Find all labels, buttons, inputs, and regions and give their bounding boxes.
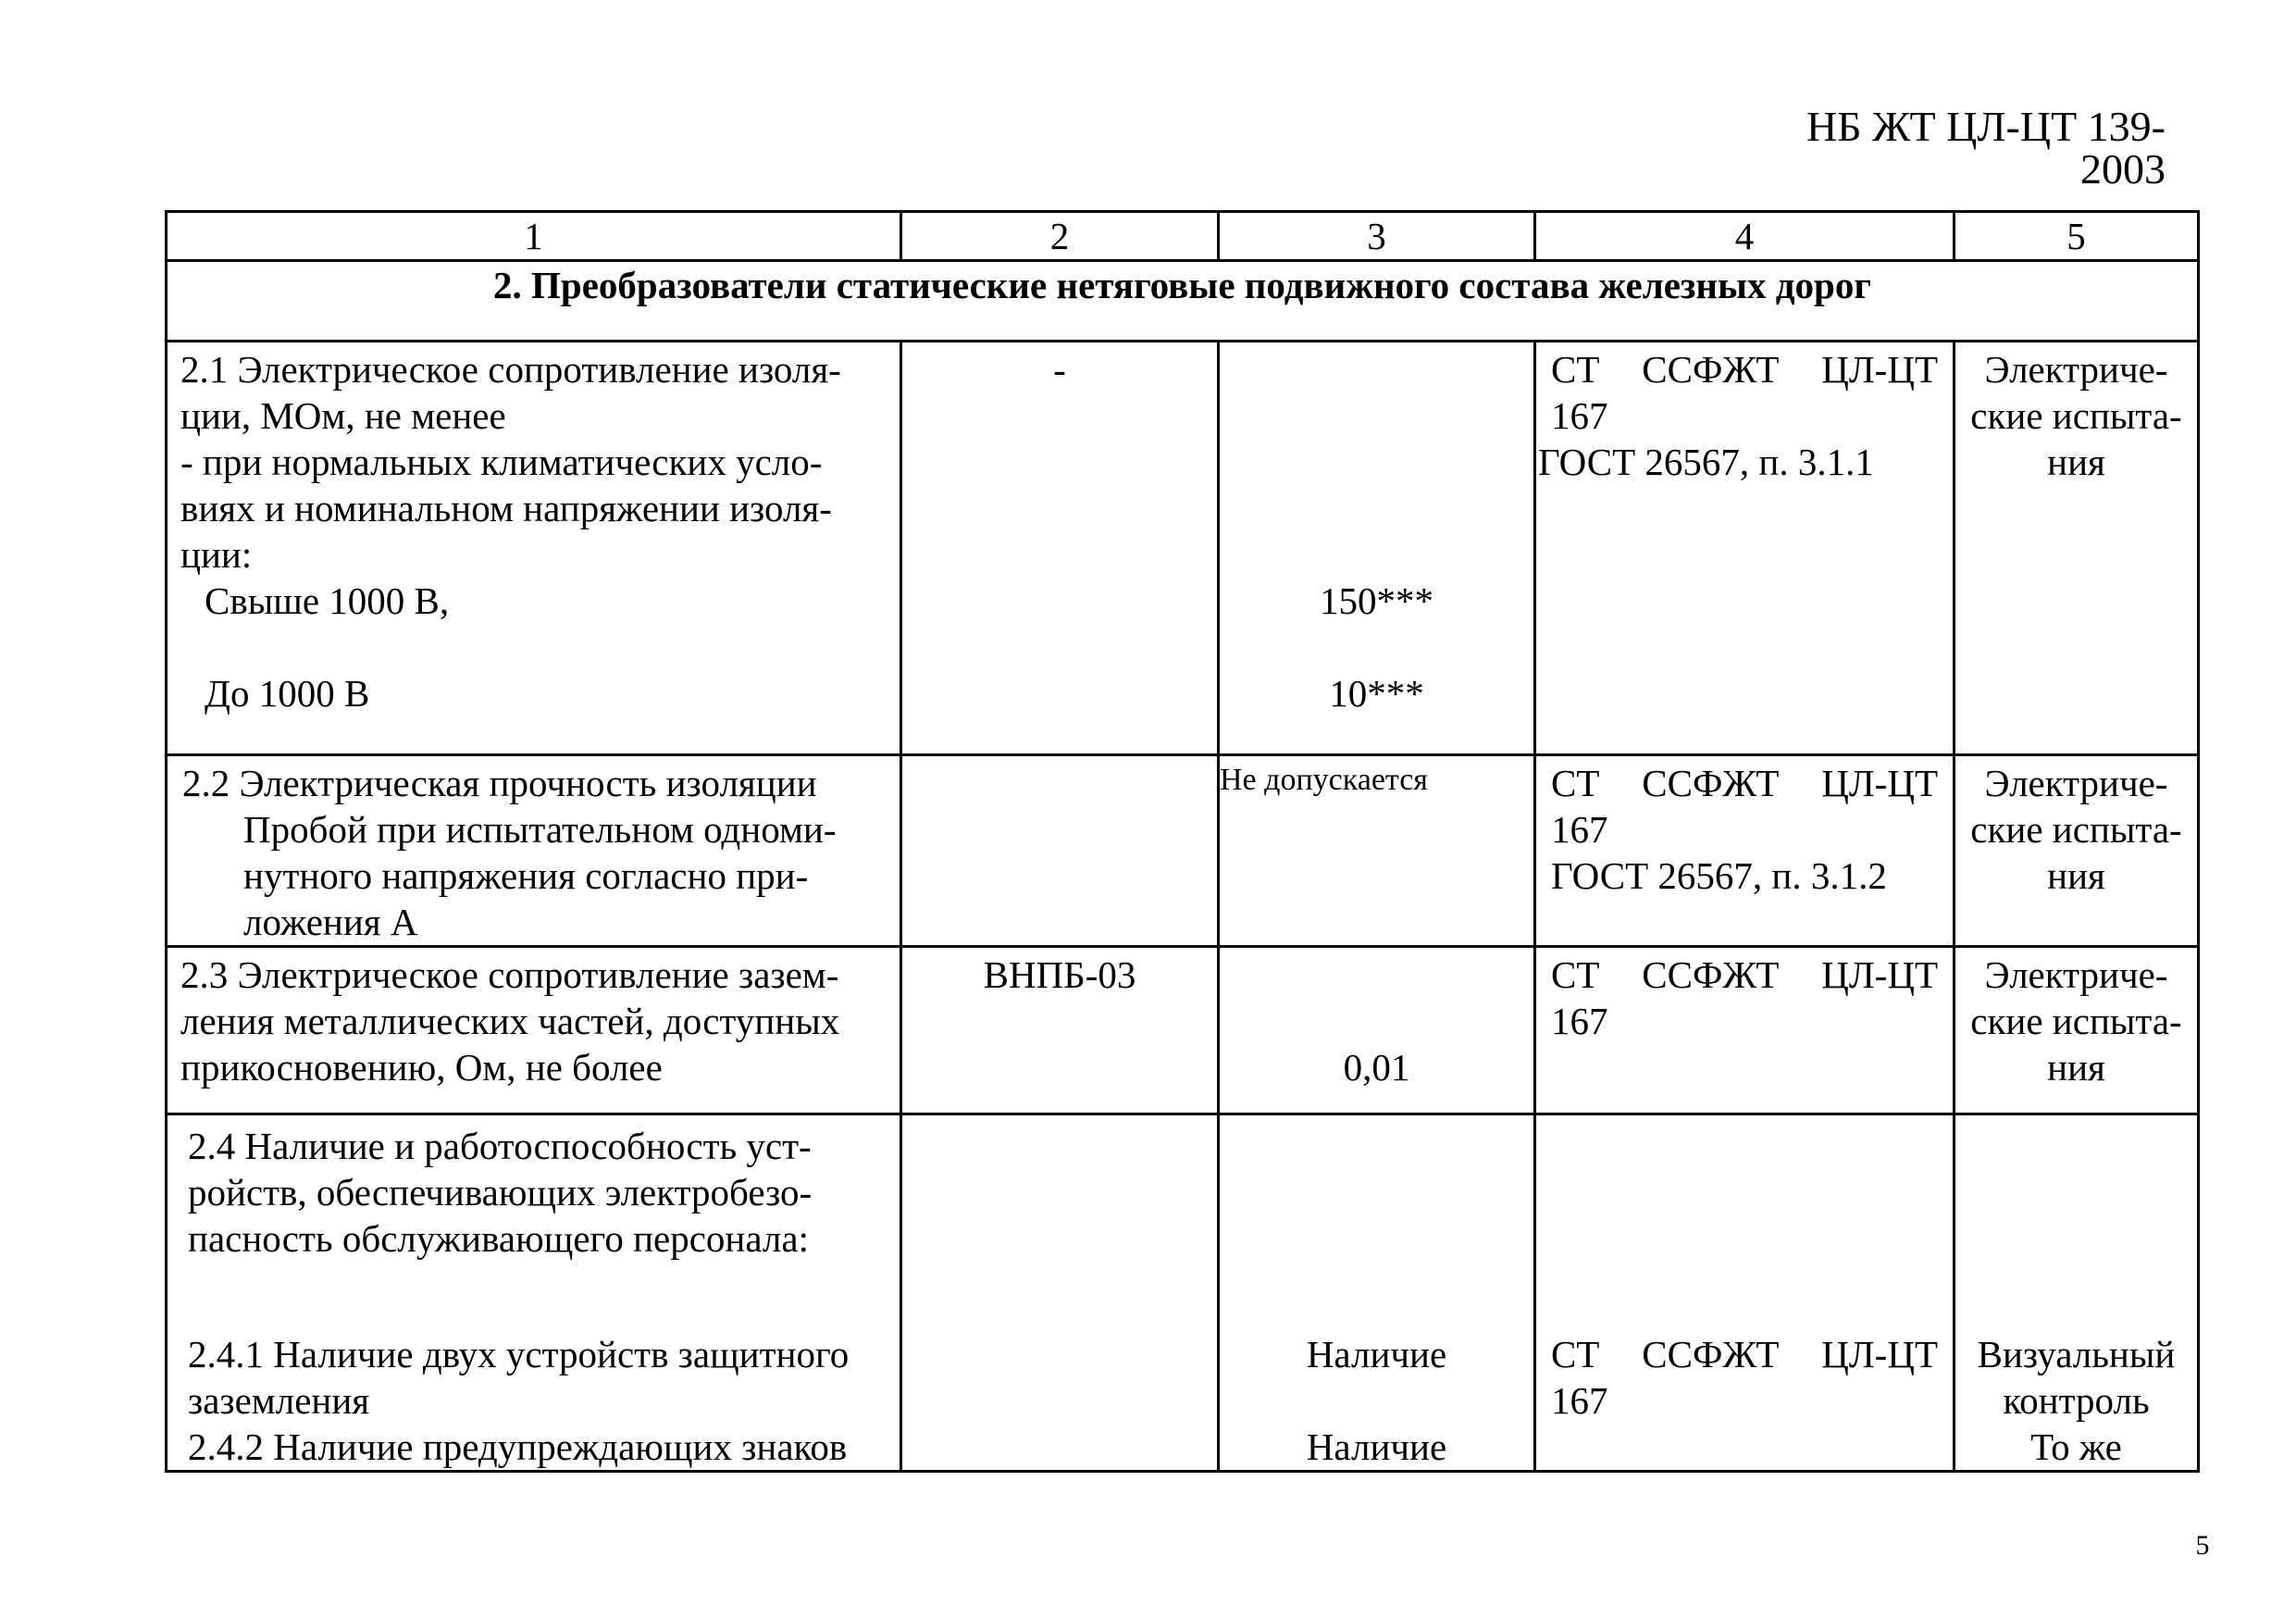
control-type-cell (1955, 1114, 2199, 1472)
test-method-line: 167 (1551, 1379, 1608, 1422)
test-method-word: СТ (1551, 348, 1600, 391)
parameter-cell (167, 1114, 901, 1472)
test-method-word: ЦЛ-ЦТ (1821, 1333, 1938, 1375)
table-row (167, 342, 2199, 755)
section-header-row (167, 261, 2199, 342)
column-number: 1 (167, 212, 901, 261)
control-type-cell (1955, 947, 2199, 1114)
parameter-text: 2.1 Электрическое сопротивление изоля- (180, 348, 841, 391)
parameter-text: ции: (180, 533, 253, 576)
control-type-line: Электриче- (1984, 953, 2168, 996)
control-type-cell (1955, 755, 2199, 947)
parameter-cell (167, 755, 901, 947)
value-cell (1219, 947, 1535, 1114)
value-cell (1219, 1114, 1535, 1472)
control-type-cell (1955, 342, 2199, 755)
parameter-text: нутного напряжения согласно при- (243, 854, 809, 897)
control-type-line: ния (2047, 441, 2105, 483)
requirements-table (165, 210, 2200, 1473)
sub-parameter: До 1000 В (205, 672, 370, 715)
test-method-word: ССФЖТ (1642, 762, 1780, 804)
parameter-text: 2.3 Электрическое сопротивление зазем- (180, 953, 839, 996)
control-type-line: ские испыта- (1970, 1000, 2182, 1042)
parameter-text: ления металлических частей, доступных (180, 1000, 840, 1042)
test-method-word: СТ (1551, 762, 1600, 804)
test-method-word: СТ (1551, 1333, 1600, 1375)
test-method-cell (1535, 755, 1955, 947)
normative-doc-cell (901, 1114, 1219, 1472)
page-number: 5 (2195, 1530, 2210, 1561)
column-number: 4 (1535, 212, 1955, 261)
test-method-word: ССФЖТ (1642, 953, 1780, 996)
test-method-word: ССФЖТ (1642, 348, 1780, 391)
value-cell (1219, 755, 1535, 947)
control-type-line: ния (2047, 854, 2105, 897)
table-row (167, 755, 2199, 947)
normative-doc-cell (901, 947, 1219, 1114)
required-value: 0,01 (1343, 1046, 1410, 1089)
normative-doc-cell (901, 755, 1219, 947)
parameter-text: 2.2 Электрическая прочность изоляции (182, 762, 817, 804)
section-title: 2. Преобразователи статические нетяговые подвижного состава железных дорог (167, 261, 2199, 342)
test-method-line: 167 (1551, 394, 1608, 437)
control-type-line: Электриче- (1984, 762, 2168, 804)
control-type-line: контроль (2003, 1379, 2150, 1422)
control-type-line: ния (2047, 1046, 2105, 1089)
test-method-word: СТ (1551, 953, 1600, 996)
control-type-line: ские испыта- (1970, 808, 2182, 851)
test-method-line: 167 (1551, 1000, 1608, 1042)
sub-parameter: заземления (188, 1379, 370, 1422)
test-method-line: ГОСТ 26567, п. 3.1.2 (1551, 854, 1887, 897)
sub-parameter: 2.4.2 Наличие предупреждающих знаков (188, 1425, 848, 1468)
test-method-line (1551, 760, 1938, 806)
test-method-cell (1535, 1114, 1955, 1472)
control-type-line: То же (2030, 1425, 2122, 1468)
parameter-cell (167, 947, 901, 1114)
sub-parameter: Свыше 1000 В, (205, 579, 450, 622)
test-method-line (1551, 952, 1938, 998)
value-cell (1219, 342, 1535, 755)
parameter-text: Пробой при испытательном одноми- (243, 808, 837, 851)
column-number: 5 (1955, 212, 2199, 261)
required-value: 10*** (1329, 672, 1424, 715)
normative-doc-value: - (1053, 348, 1066, 391)
parameter-text: ции, МОм, не менее (180, 394, 506, 437)
parameter-text: 2.4 Наличие и работоспособность уст- (188, 1125, 812, 1167)
table-row (167, 947, 2199, 1114)
parameter-text: пасность обслуживающего персонала: (188, 1217, 809, 1260)
parameter-text: виях и номинальном напряжении изоля- (180, 487, 832, 529)
parameter-text: - при нормальных климатических усло- (180, 441, 823, 483)
parameter-cell (167, 342, 901, 755)
test-method-line (1551, 1331, 1938, 1377)
column-number: 3 (1219, 212, 1535, 261)
normative-doc-value: ВНПБ-03 (983, 953, 1136, 996)
test-method-cell (1535, 342, 1955, 755)
parameter-text: ложения А (243, 901, 418, 943)
required-value: 150*** (1320, 579, 1433, 622)
required-value: Наличие (1306, 1425, 1447, 1468)
control-type-line: Электриче- (1984, 348, 2168, 391)
test-method-cell (1535, 947, 1955, 1114)
test-method-line: ГОСТ 26567, п. 3.1.1 (1538, 441, 1874, 483)
document-code: НБ ЖТ ЦЛ-ЦТ 139- 2003 (1806, 103, 2166, 193)
table-row (167, 1114, 2199, 1472)
required-value: Наличие (1306, 1333, 1447, 1375)
control-type-line: Визуальный (1977, 1333, 2176, 1375)
test-method-word: ЦЛ-ЦТ (1821, 348, 1938, 391)
test-method-line: 167 (1551, 808, 1608, 851)
parameter-text: ройств, обеспечивающих электробезо- (188, 1171, 813, 1214)
control-type-line: ские испыта- (1970, 394, 2182, 437)
test-method-word: ЦЛ-ЦТ (1821, 953, 1938, 996)
test-method-word: ССФЖТ (1642, 1333, 1780, 1375)
sub-parameter: 2.4.1 Наличие двух устройств защитного (188, 1333, 850, 1375)
parameter-text: прикосновению, Ом, не более (180, 1046, 663, 1089)
required-value: Не допускается (1220, 763, 1428, 797)
column-number-row (167, 212, 2199, 261)
normative-doc-cell (901, 342, 1219, 755)
test-method-line (1551, 346, 1938, 392)
test-method-word: ЦЛ-ЦТ (1821, 762, 1938, 804)
column-number: 2 (901, 212, 1219, 261)
